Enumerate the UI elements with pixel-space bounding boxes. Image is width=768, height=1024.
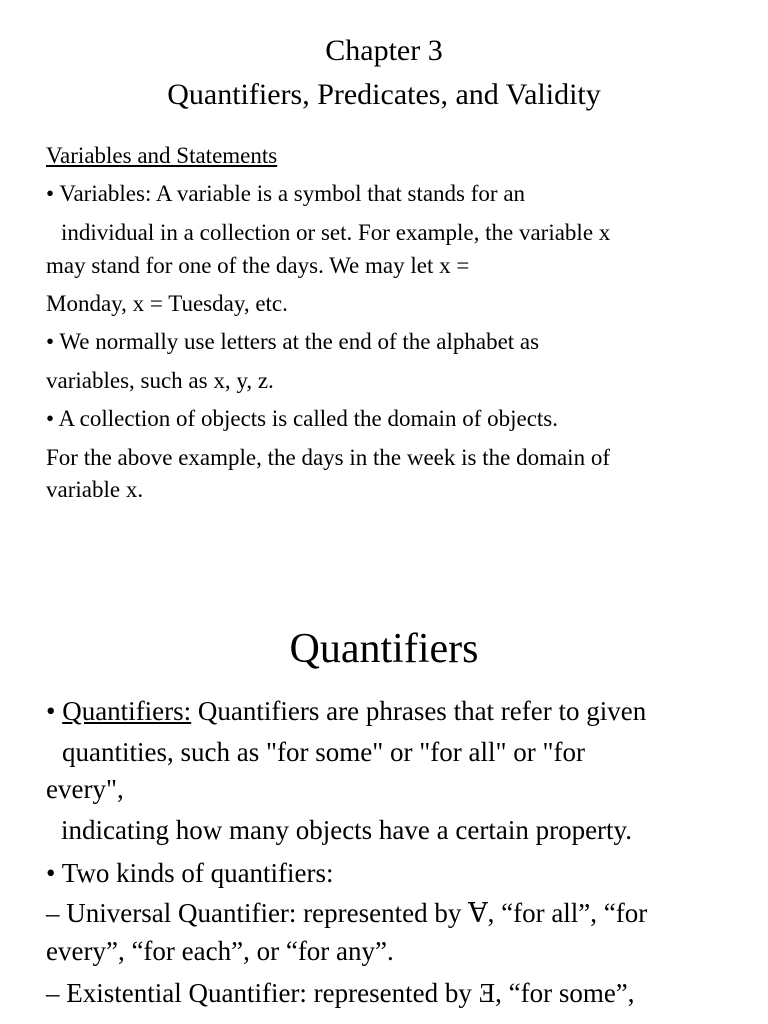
body-line: individual in a collection or set. For example, the variable x bbox=[61, 220, 611, 245]
slide-title: Quantifiers bbox=[289, 626, 479, 672]
definition-term: Quantifiers: bbox=[62, 696, 192, 726]
body-line: every", bbox=[46, 774, 124, 804]
section-heading: Variables and Statements bbox=[46, 143, 278, 168]
body-line: For the above example, the days in the week is the domain of bbox=[46, 445, 610, 470]
body-line: Monday, x = Tuesday, etc. bbox=[46, 291, 288, 316]
body-line: – Universal Quantifier: represented by Ɐ, “for all”, “for bbox=[46, 898, 648, 928]
body-line: • Variables: A variable is a symbol that stands for an bbox=[46, 181, 526, 206]
chapter-heading: Chapter 3 bbox=[325, 34, 443, 67]
body-line: variables, such as x, y, z. bbox=[46, 368, 274, 393]
body-line: – Existential Quantifier: represented by Ǝ, “for some”, bbox=[46, 978, 635, 1008]
body-line: may stand for one of the days. We may let x = bbox=[46, 253, 470, 278]
body-line: quantities, such as "for some" or "for all" or "for bbox=[62, 737, 585, 767]
body-line: variable x. bbox=[46, 477, 144, 502]
body-line: • A collection of objects is called the domain of objects. bbox=[46, 406, 559, 431]
body-line: • Two kinds of quantifiers: bbox=[46, 858, 334, 888]
definition-line bbox=[46, 696, 646, 727]
body-line: • We normally use letters at the end of the alphabet as bbox=[46, 329, 540, 354]
bullet: • bbox=[46, 696, 63, 726]
chapter-title: Quantifiers, Predicates, and Validity bbox=[167, 78, 601, 111]
definition-text: Quantifiers are phrases that refer to given bbox=[191, 696, 647, 726]
body-line: indicating how many objects have a certain property. bbox=[61, 815, 633, 845]
body-line: every”, “for each”, or “for any”. bbox=[46, 936, 394, 966]
